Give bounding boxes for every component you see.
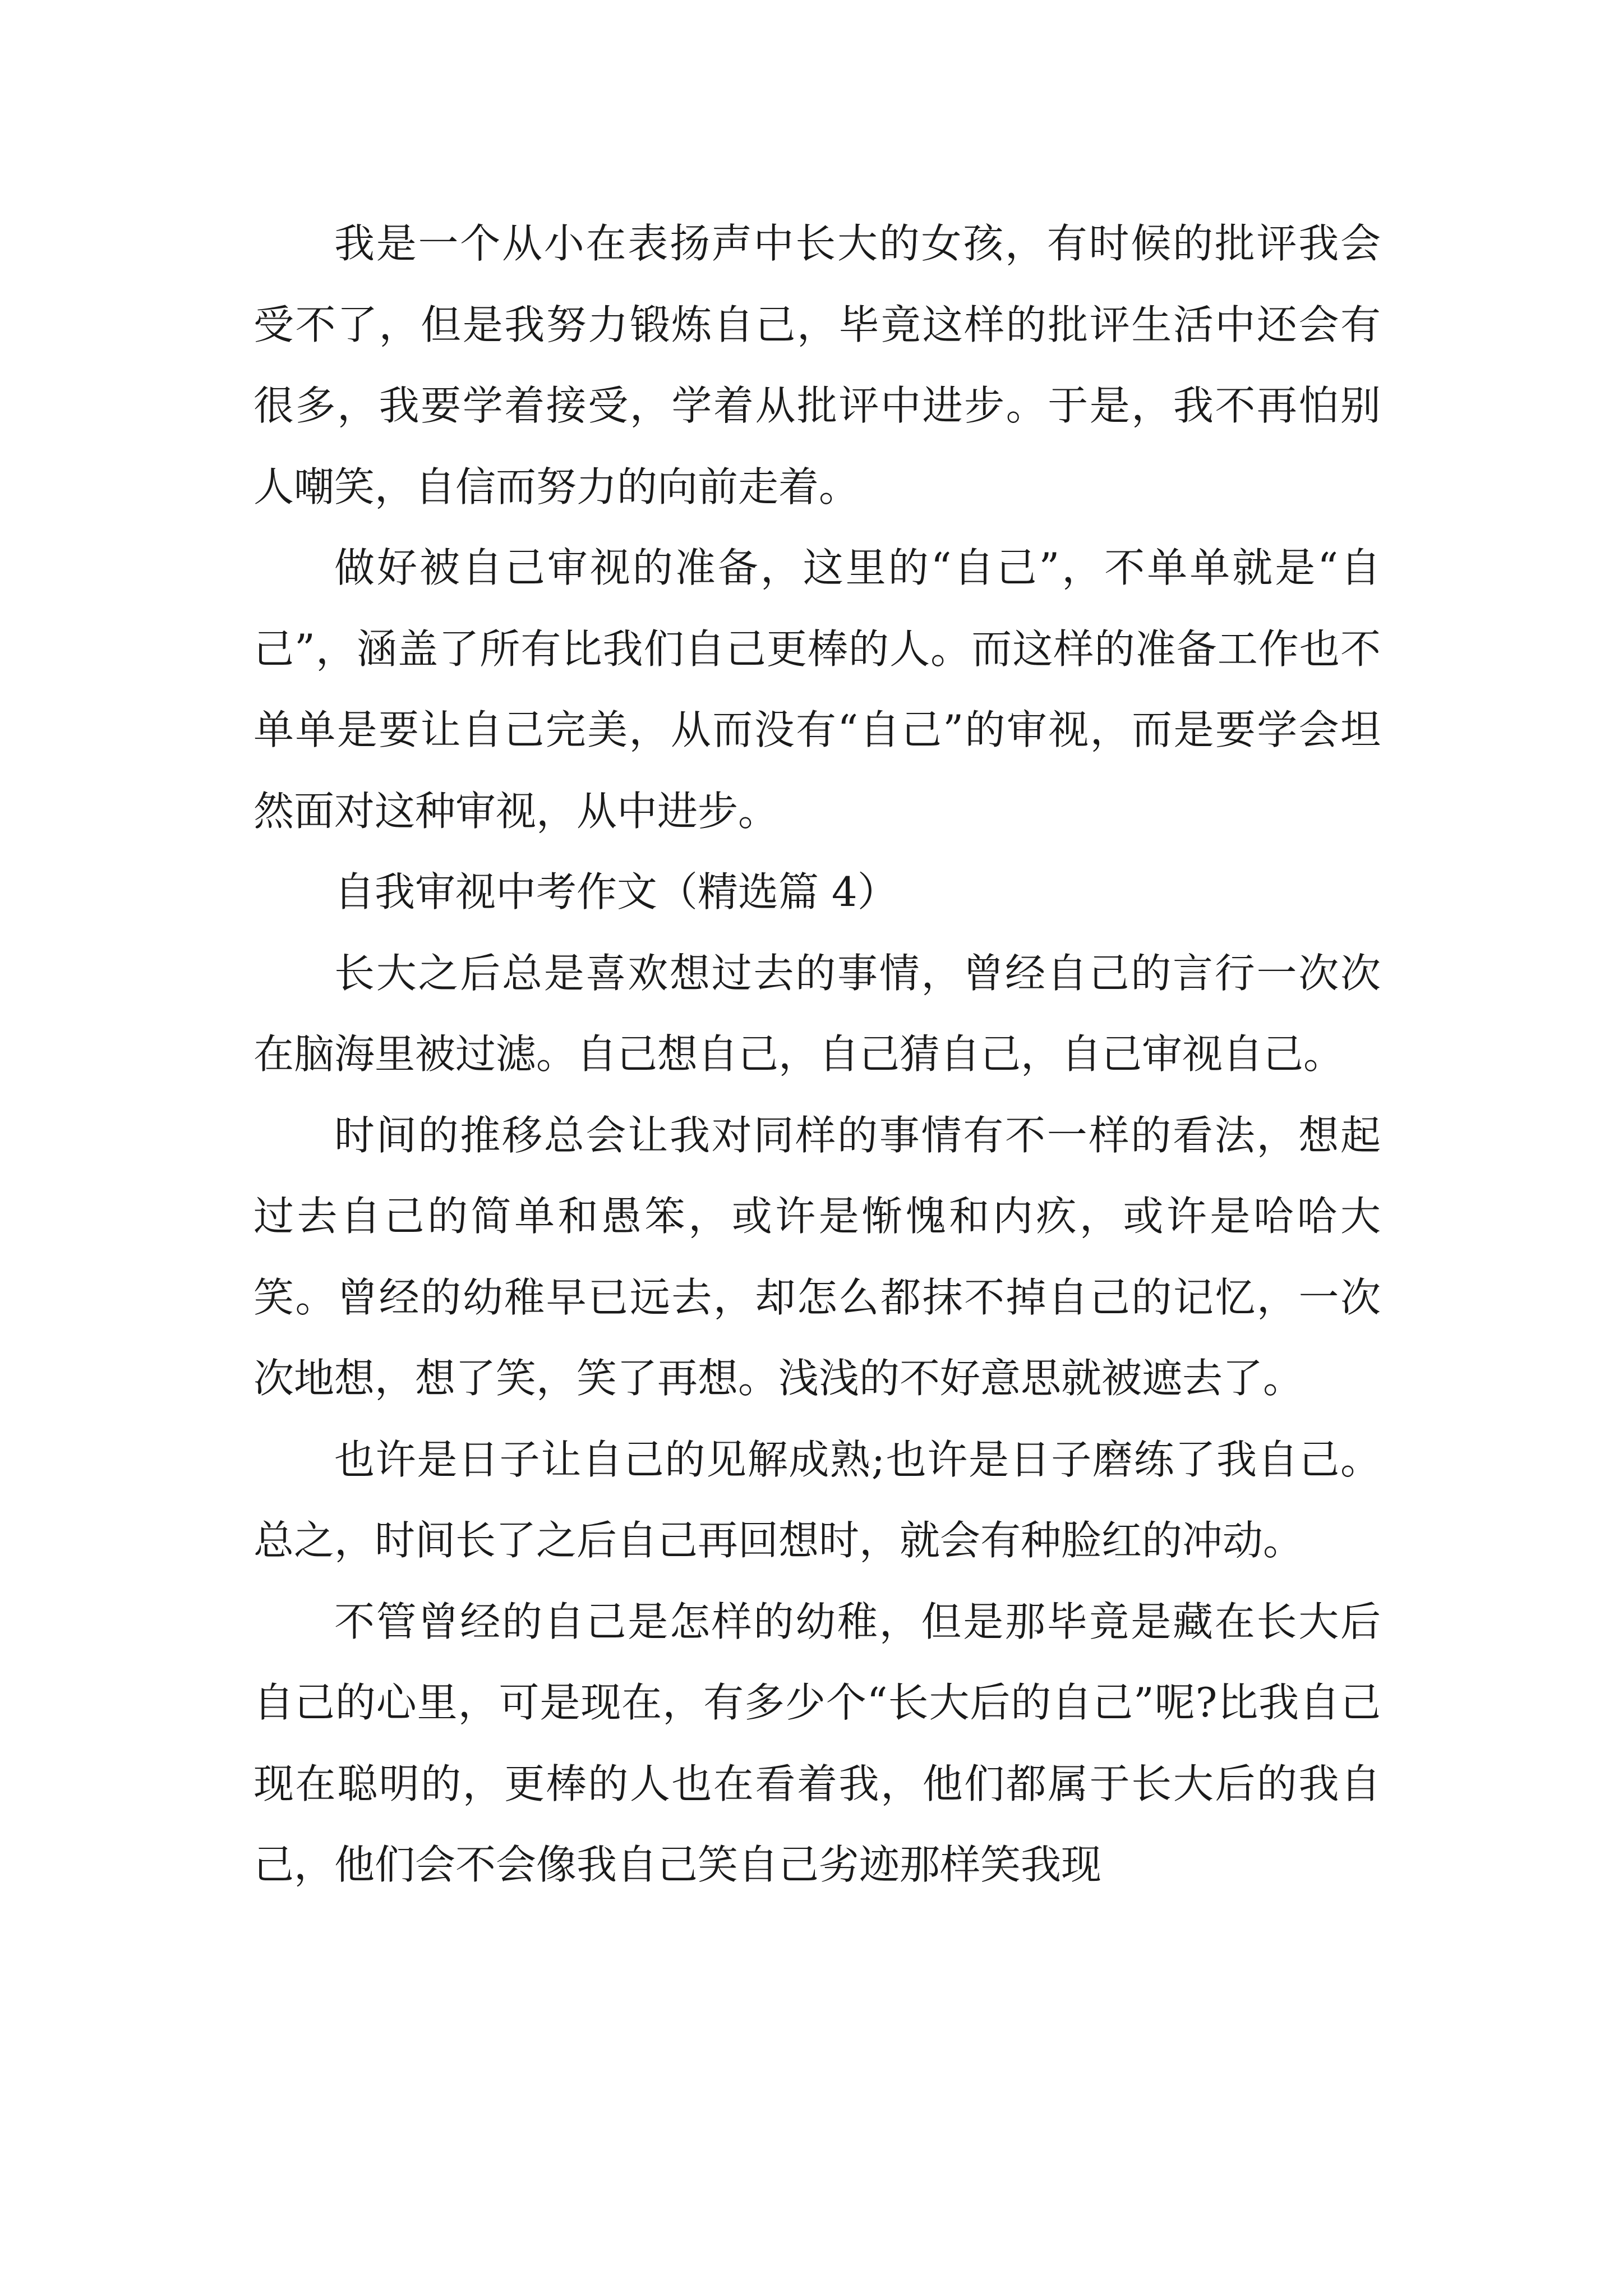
document-body [253, 203, 1381, 1906]
paragraph: 我是一个从小在表扬声中长大的女孩，有时候的批评我会受不了，但是我努力锻炼自己，毕竟这样的批评生活中还会有很多，我要学着接受，学着从批评中进步。于是，我不再怕别人嘲笑，自信而努力的向前走着。 [253, 220, 1381, 510]
paragraph: 不管曾经的自己是怎样的幼稚，但是那毕竟是藏在长大后自己的心里，可是现在，有多少个“长大后的自己”呢?比我自己现在聪明的，更棒的人也在看着我，他们都属于长大后的我自己，他们会不会像我自己笑自己劣迹那样笑我现 [253, 1598, 1381, 1888]
paragraph: 时间的推移总会让我对同样的事情有不一样的看法，想起过去自己的简单和愚笨，或许是惭愧和内疚，或许是哈哈大笑。曾经的幼稚早已远去，却怎么都抹不掉自己的记忆，一次次地想，想了笑，笑了再想。浅浅的不好意思就被遮去了。 [253, 1111, 1381, 1402]
section-heading: 自我审视中考作文（精选篇 4） [334, 868, 898, 915]
paragraph: 也许是日子让自己的见解成熟;也许是日子磨练了我自己。总之，时间长了之后自己再回想时，就会有种脸红的冲动。 [253, 1435, 1381, 1564]
paragraph: 长大之后总是喜欢想过去的事情，曾经自己的言行一次次在脑海里被过滤。自己想自己，自己猜自己，自己审视自己。 [253, 949, 1381, 1078]
paragraph: 做好被自己审视的准备，这里的“自己”，不单单就是“自己”，涵盖了所有比我们自己更棒的人。而这样的准备工作也不单单是要让自己完美，从而没有“自己”的审视，而是要学会坦然面对这种审视，从中进步。 [253, 544, 1381, 835]
